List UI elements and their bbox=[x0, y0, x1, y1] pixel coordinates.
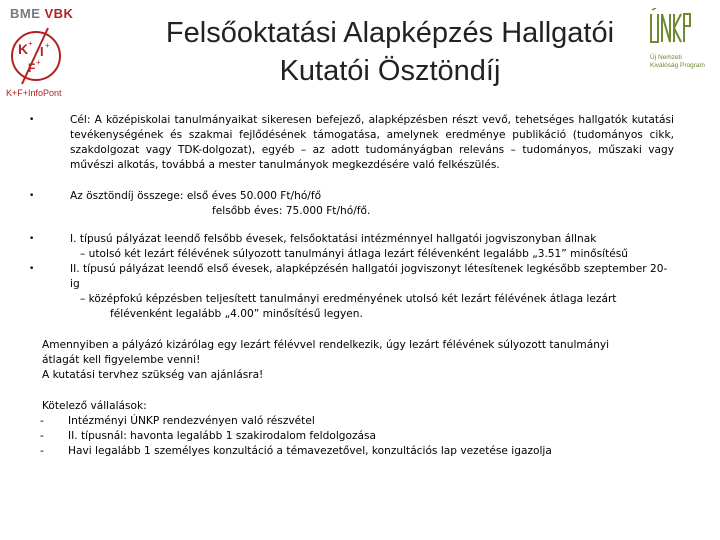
unkp-caption: Új Nemzeti Kiválóság Program bbox=[650, 54, 705, 69]
unkp-logo bbox=[648, 8, 718, 72]
obligations-heading: Kötelező vállalások: bbox=[42, 400, 147, 412]
list-item: - Intézményi ÚNKP rendezvényen való részvétel bbox=[40, 415, 315, 427]
list-item: - Havi legalább 1 személyes konzultáció a témavezetővel, konzultációs lap vezetése igazolja bbox=[40, 445, 552, 457]
list-item: - II. típusnál: havonta legalább 1 szakirodalom feldolgozása bbox=[40, 430, 377, 442]
bullet-goal: • Cél: A középiskolai tanulmányaikat sikeresen befejező, alapképzésben részt vevő, tehetséges hallgatók kutatási tevékenységének és szakmai fejlődésének támogatása, amelynek eredménye publikáció (tudományos cikk, szakdolgozat vagy TDK-dolgozat), egyéb – az adott tudományágban releváns – tudományos, műszaki vagy művészi alkotás, továbbá a mester tanulmányok megkezdésére való felkészülés. bbox=[29, 114, 674, 171]
bme-vbk-wordmark: BME VBK bbox=[10, 6, 74, 21]
note-block: Amennyiben a pályázó kizárólag egy lezárt félévvel rendelkezik, úgy lezárt félévének súlyozott tanulmányi átlagát kell figyelembe venni! A kutatási tervhez szükség van ajánlásra! bbox=[42, 339, 610, 381]
bullet-icon: • bbox=[29, 234, 35, 244]
svg-text:I: I bbox=[40, 44, 44, 59]
svg-text:K: K bbox=[18, 41, 29, 57]
title-line-1: Felsőoktatási Alapképzés Hallgatói bbox=[165, 17, 615, 49]
bullet-icon: • bbox=[29, 115, 35, 125]
kif-emblem bbox=[8, 24, 68, 86]
slide-content bbox=[29, 113, 674, 459]
title-line-2: Kutatói Ösztöndíj bbox=[279, 55, 501, 87]
kfi-caption: K+F+InfoPont bbox=[6, 88, 62, 98]
bme-vbk-logo bbox=[6, 6, 86, 96]
svg-text:+: + bbox=[28, 39, 33, 48]
bullet-type-1: • I. típusú pályázat leendő felsőbb évesek, felsőoktatási intézménnyel hallgatói jogviszonyban állnak – utolsó két lezárt félévének súlyozott tanulmányi átlaga lezárt félévenként legalább „3.51” minősítésű bbox=[29, 233, 628, 260]
svg-text:F: F bbox=[28, 61, 36, 75]
svg-text:+: + bbox=[45, 41, 50, 50]
bullet-type-2: • II. típusú pályázat leendő első évesek, alapképzésén hallgatói jogviszonyt létesítenek legkésőbb szeptember 20-ig – középfokú képzésben teljesített tanulmányi eredményének utolsó két lezárt félévének átlaga lezárt félévenként legalább „4.00” minősítésű legyen. bbox=[29, 263, 668, 320]
obligations-block bbox=[42, 399, 674, 459]
bullet-amount: • Az ösztöndíj összege: első éves 50.000 Ft/hó/fő felsőbb éves: 75.000 Ft/hó/fő. bbox=[29, 190, 371, 217]
svg-text:+: + bbox=[36, 58, 41, 67]
bullet-icon: • bbox=[29, 264, 35, 274]
unkp-mark bbox=[648, 8, 692, 52]
bullet-icon: • bbox=[29, 191, 35, 201]
page-title bbox=[130, 14, 650, 90]
